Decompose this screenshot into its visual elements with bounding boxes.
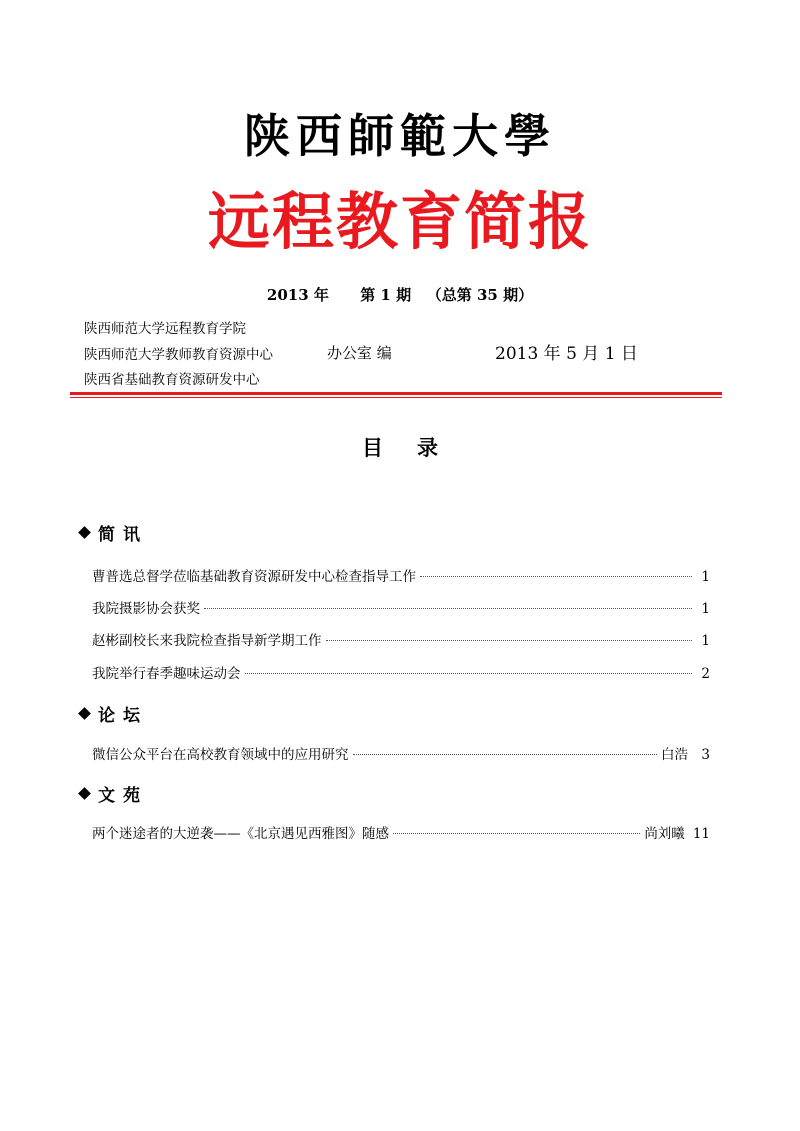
section-label: 论坛 bbox=[98, 706, 148, 726]
toc-entry-author: 尚刘曦 bbox=[644, 826, 685, 842]
toc-entry-page: 2 bbox=[701, 666, 710, 682]
diamond-bullet-icon bbox=[78, 787, 91, 800]
toc-entry-author: 白浩 bbox=[661, 747, 688, 763]
toc-entry-page: 11 bbox=[692, 826, 710, 842]
diamond-bullet-icon bbox=[78, 526, 91, 539]
toc-entry-title: 两个迷途者的大逆袭——《北京遇见西雅图》随感 bbox=[92, 826, 389, 842]
leader-dots bbox=[204, 608, 692, 609]
university-name: 陕西師範大學 bbox=[244, 109, 556, 163]
toc-entry-title: 微信公众平台在高校教育领域中的应用研究 bbox=[92, 747, 349, 763]
header-rule-thin bbox=[70, 397, 722, 398]
organizer-3: 陕西省基础教育资源研发中心 bbox=[84, 372, 260, 388]
toc-entry-title: 我院摄影协会获奖 bbox=[92, 601, 200, 617]
leader-dots bbox=[420, 576, 692, 577]
toc-entry-page: 3 bbox=[701, 747, 710, 763]
issue-line: 2013 年 第 1 期 （总第 35 期） bbox=[266, 286, 534, 304]
toc-title: 目录 bbox=[362, 435, 472, 460]
leader-dots bbox=[245, 673, 693, 674]
toc-entry-title: 我院举行春季趣味运动会 bbox=[92, 666, 241, 682]
leader-dots bbox=[353, 754, 658, 755]
toc-entry[interactable] bbox=[92, 743, 710, 763]
publish-date: 2013 年 5 月 1 日 bbox=[495, 344, 638, 364]
editor-label: 办公室 编 bbox=[327, 344, 392, 362]
leader-dots bbox=[326, 640, 693, 641]
section-heading-forum bbox=[80, 701, 148, 726]
bulletin-title: 远程教育简报 bbox=[207, 185, 592, 258]
section-heading-literature bbox=[80, 781, 148, 806]
leader-dots bbox=[393, 833, 640, 834]
toc-entry[interactable] bbox=[92, 597, 710, 617]
header-rule-thick bbox=[70, 392, 722, 395]
toc-entry-title: 赵彬副校长来我院检查指导新学期工作 bbox=[92, 633, 322, 649]
toc-entry[interactable] bbox=[92, 822, 710, 842]
toc-entry-page: 1 bbox=[701, 569, 710, 585]
diamond-bullet-icon bbox=[78, 707, 91, 720]
section-label: 文苑 bbox=[98, 786, 148, 806]
section-heading-news bbox=[80, 520, 148, 545]
toc-entry-page: 1 bbox=[701, 601, 710, 617]
toc-entry-page: 1 bbox=[701, 633, 710, 649]
toc-entry[interactable] bbox=[92, 629, 710, 649]
toc-entry-title: 曹普选总督学莅临基础教育资源研发中心检查指导工作 bbox=[92, 569, 416, 585]
organizer-2: 陕西师范大学教师教育资源中心 bbox=[84, 347, 273, 363]
organizer-1: 陕西师范大学远程教育学院 bbox=[84, 321, 246, 337]
toc-entry[interactable] bbox=[92, 662, 710, 682]
section-label: 简讯 bbox=[98, 525, 148, 545]
toc-entry[interactable] bbox=[92, 565, 710, 585]
